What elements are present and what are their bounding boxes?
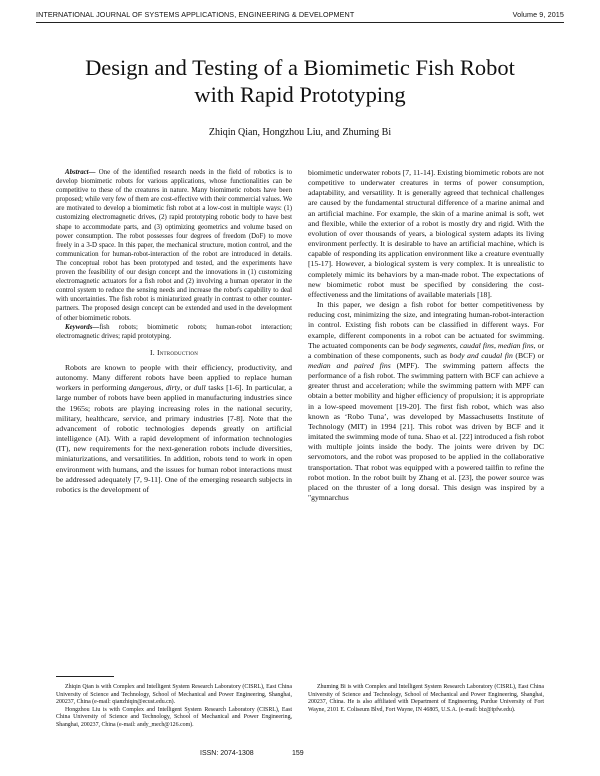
section-number: I. <box>149 347 155 357</box>
footnote-rule <box>56 676 114 677</box>
volume-label: Volume 9, 2015 <box>512 10 564 19</box>
intro-paragraph-1: Robots are known to people with their efficiency, productivity, and autonomy. Many different robots have been applied to replace human workers in performing dangerous, dirty, or dull tasks [1-6]. In particular, a large number of robots have been applied in manufacturing industries since the 1965s; robots are playing increasing roles in the national security, military, healthcare, service, and primary industries [7-8]. Note that the advancement of robotic technologies depends greatly on artificial intelligence (AI). With a rapid development of information technologies (IT), new requirements for the next-generation robots include diversities, miniaturizations, and versatilities. In addition, robots tend to work in open environment with humans, and the issues for human robot interactions must be addressed adequately [7, 9-11]. One of the emerging research subjects in robotics is the development of <box>56 362 292 494</box>
right-column <box>308 168 544 503</box>
abstract-text: One of the identified research needs in the field of robotics is to develop biomimetic robots for various applications, whose functionalities can be competitive to these of the creatures in nature. Many biomimetic robots have been proposed; while very few of them are cost-effective with their commercial values. We are motivated to develop a biomimetic fish robot at a low-cost in multiple ways: (1) customizing electromagnetic drives, (2) rapid prototyping robotic body to have best shape to accommodate parts, and (3) optimizing geometrics and volume based on power consumption. The robot possesses four degrees of freedom (DoF) to move freely in a 3-D space. In this paper, the mechanical structure, motion control, and the communication for human-robot-interaction of the robot are introduced in details. The conceptual robot has been prototyped and tested, and the experiments have proven the feasibility of our design concept and the innovations in (1) customizing electromagnetic actuators for a fish robot and (2) involving a human operator in the control system to reduce the sensing needs and increase the robot's capability to deal with uncertainties. The fish robot is miniaturized greatly in contrast to other counter-partners. The proposed design concept can be extended and used in the development of other biomimetic robots. <box>56 169 292 322</box>
abstract: Abstract— One of the identified research needs in the field of robotics is to develop biomimetic robots for various applications, whose functionalities can be competitive to these of the creatures in nature. Many biomimetic robots have been proposed; while very few of them are cost-effective with their commercial values. We are motivated to develop a biomimetic fish robot at a low-cost in multiple ways: (1) customizing electromagnetic drives, (2) rapid prototyping robotic body to have best shape to accommodate parts, and (3) optimizing geometrics and volume based on power consumption. The robot possesses four degrees of freedom (DoF) to move freely in a 3-D space. In this paper, the mechanical structure, motion control, and the communication for human-robot-interaction of the robot are introduced in details. The conceptual robot has been prototyped and tested, and the experiments have proven the feasibility of our design concept and the innovations in (1) customizing electromagnetic actuators for a fish robot and (2) involving a human operator in the control system to reduce the sensing needs and increase the robot's capability to deal with uncertainties. The fish robot is miniaturized greatly in contrast to other counter-partners. The proposed design concept can be extended and used in the development of other biomimetic robots. <box>56 169 292 322</box>
keywords-label: Keywords <box>65 323 93 331</box>
keywords-text: fish robots; biomimetic robots; human-robot interaction; electromagnetic drives; rapid prototyping. <box>56 323 292 340</box>
page-number: 159 <box>292 750 304 757</box>
title-line-2: with Rapid Prototyping <box>194 82 406 107</box>
issn-label: ISSN: 2074-1308 <box>200 750 254 757</box>
footnote-liu: Hongzhou Liu is with Complex and Intelligent System Research Laboratory (CISRL), East China University of Science and Technology, School of Mechanical and Power Engineering, Shanghai, 200237, China (e-mail: andy_mech@126.com). <box>56 706 292 728</box>
section-title: Introduction <box>156 347 199 357</box>
header-rule <box>36 22 564 23</box>
title-line-1: Design and Testing of a Biomimetic Fish Robot <box>85 55 515 80</box>
keywords: Keywords—fish robots; biomimetic robots; human-robot interaction; electromagnetic drives; rapid prototyping. <box>56 323 292 340</box>
footnote-bi: Zhuming Bi is with Complex and Intelligent System Research Laboratory (CISRL), East China University of Science and Technology, School of Mechanical and Power Engineering, Shanghai, 200237, China. He is also affiliated with Department of Engineering, Purdue University of Fort Wayne, 2101 E. Coliseum Blvd, Fort Wayne, IN 46805, U.S.A. (e-mail: biz@ipfw.edu). <box>308 684 544 713</box>
intro-paragraph-2: In this paper, we design a fish robot for better competitiveness by reducing cost, minimizing the size, and integrating human-robot-interaction in control. Existing fish robots can be classified in different ways. For example, different components in a robot can be actuated for swimming. The actuated components can be body segments, caudal fins, median fins, or a combination of these components, such as body and caudal fin (BCF) or median and paired fins (MPF). The swimming pattern affects the performance of a fish robot. The swimming pattern with BCF can achieve a greater thrust and acceleration; while the swimming pattern with MPF can obtain a better mobility and higher efficiency of propulsion; it is appropriate in a low-speed movement [19-20]. The first fish robot, which was also known as ‘Robo Tuna’, was developed by Massachusetts Institute of Technology (MIT) in 1994 [21]. This robot was driven by BCF and it imitated the swimming mode of tuna. Shao et al. [22] introduced a fish robot with multiple joints inside the body. The joints were driven by DC servomotors, and the robot was proposed to be applied in the collaborative transportation. That robot was equipped with a powered tailfin to refine the robot motion. In the robot built by Zhang et al. [23], the power source was placed on the thruster of a long dorsal. This design was inspired by a "gymnarchus <box>308 300 545 502</box>
footnotes-left <box>56 684 292 730</box>
section-heading-introduction <box>56 348 292 358</box>
paper-title <box>40 54 560 108</box>
journal-name: INTERNATIONAL JOURNAL OF SYSTEMS APPLICATIONS, ENGINEERING & DEVELOPMENT <box>36 10 355 19</box>
left-column <box>56 168 292 495</box>
page-footer <box>0 750 600 764</box>
footnotes-right <box>308 684 544 714</box>
footnote-qian: Zhiqin Qian is with Complex and Intelligent System Research Laboratory (CISRL), East China University of Science and Technology, School of Mechanical and Power Engineering, Shanghai, 200237, China (e-mail: qianzhiqin@ecust.edu.cn). <box>56 684 292 706</box>
abstract-label: Abstract <box>65 169 89 176</box>
intro-paragraph-1-continued: biomimetic underwater robots [7, 11-14]. Existing biomimetic robots are not competitive to underwater creatures in terms of power consumption, adaptability, and versatility. It is generally agreed that technical challenges are caused by the fundamental structural difference of a marine animal and an artificial machine. For example, the skin of a marine animal is soft, wet and flexible, while the exterior of a robot is mostly dry and rigid. With the evolution of over thousands of years, a biological system adapts its living environment perfectly. It is desirable to have an artificial machine, which is capable of responding its application environment like a creature eventually [15-17]. However, a biological system is very complex. It is unrealistic to completely mimic its behaviors by a man-made robot. The expectations of new biomimetic robot must be specified by considering the cost-effectiveness and the limitations of available materials [18]. <box>308 168 544 299</box>
author-list: Zhiqin Qian, Hongzhou Liu, and Zhuming Bi <box>208 127 392 138</box>
